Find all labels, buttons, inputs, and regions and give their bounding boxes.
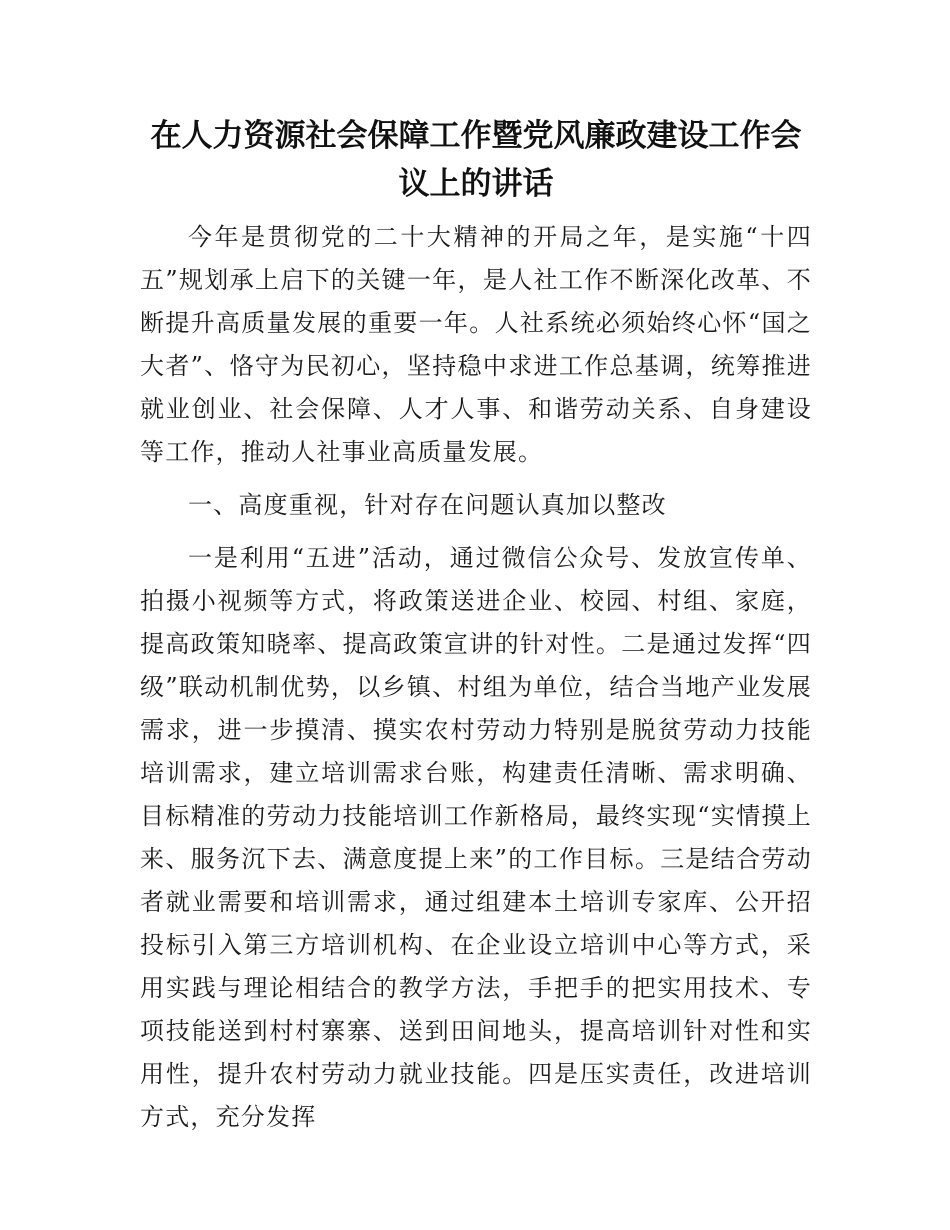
intro-paragraph: 今年是贯彻党的二十大精神的开局之年，是实施“十四五”规划承上启下的关键一年，是人社工作不断深化改革、不断提升高质量发展的重要一年。人社系统必须始终心怀“国之大者”、恪守为民初心，坚持稳中求进工作总基调，统筹推进就业创业、社会保障、人才人事、和谐劳动关系、自身建设等工作，推动人社事业高质量发展。 <box>140 223 812 466</box>
document-title: 在人力资源社会保障工作暨党风廉政建设工作会议上的讲话 <box>150 118 802 202</box>
section-heading: 一、高度重视，针对存在问题认真加以整改 <box>188 491 667 519</box>
document-body <box>140 216 812 1139</box>
body-paragraph: 一是利用“五进”活动，通过微信公众号、发放宣传单、拍摄小视频等方式，将政策送进企业、校园、村组、家庭，提高政策知晓率、提高政策宣讲的针对性。二是通过发挥“四级”联动机制优势，以乡镇、村组为单位，结合当地产业发展需求，进一步摸清、摸实农村劳动力特别是脱贫劳动力技能培训需求，建立培训需求台账，构建责任清晰、需求明确、目标精准的劳动力技能培训工作新格局，最终实现“实情摸上来、服务沉下去、满意度提上来”的工作目标。三是结合劳动者就业需要和培训需求，通过组建本土培训专家库、公开招投标引入第三方培训机构、在企业设立培训中心等方式，采用实践与理论相结合的教学方法，手把手的把实用技术、专项技能送到村村寨寨、送到田间地头，提高培训针对性和实用性，提升农村劳动力就业技能。四是压实责任，改进培训方式，充分发挥 <box>140 544 812 1131</box>
